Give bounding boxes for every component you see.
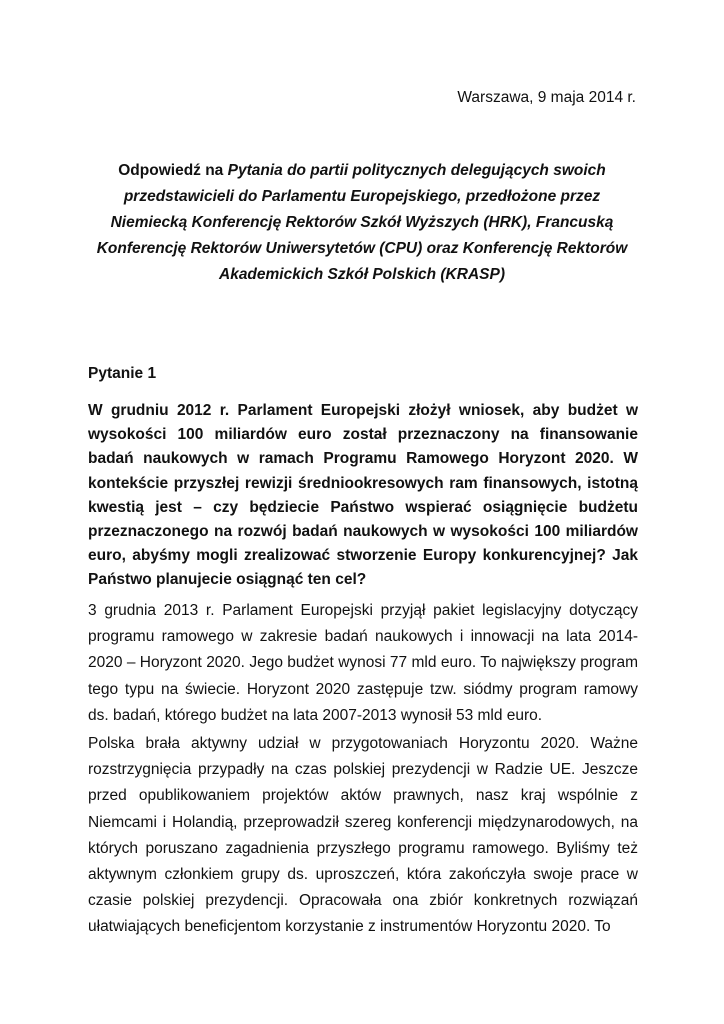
- title-italic: Pytania do partii politycznych delegujących swoich przedstawicieli do Parlamentu Europejskiego, przedłożone przez Niemiecką Konferencję Rektorów Szkół Wyższych (HRK), Francuską Konferencję Rektorów Uniwersytetów (CPU) oraz Konferencję Rektorów Akademickich Szkół Polskich (KRASP): [96, 162, 628, 283]
- title-prefix: Odpowiedź na: [118, 162, 228, 179]
- date-line: Warszawa, 9 maja 2014 r.: [457, 89, 636, 106]
- question-text: W grudniu 2012 r. Parlament Europejski złożył wniosek, aby budżet w wysokości 100 miliardów euro został przeznaczony na finansowanie badań naukowych w ramach Programu Ramowego Horyzont 2020. W kontekście przyszłej rewizji średniookresowych ram finansowych, istotną kwestią jest – czy będziecie Państwo wspierać osiągnięcie budżetu przeznaczonego na rozwój badań naukowych w wysokości 100 miliardów euro, abyśmy mogli zrealizować stworzenie Europy konkurencyjnej? Jak Państwo planujecie osiągnąć ten cel?: [88, 402, 638, 589]
- paragraph-1: 3 grudnia 2013 r. Parlament Europejski przyjął pakiet legislacyjny dotyczący programu ramowego w zakresie badań naukowych i innowacji na lata 2014-2020 – Horyzont 2020. Jego budżet wynosi 77 mld euro. To największy program tego typu na świecie. Horyzont 2020 zastępuje tzw. siódmy program ramowy ds. badań, którego budżet na lata 2007-2013 wynosił 53 mld euro.: [88, 602, 638, 724]
- document-title: [88, 158, 636, 288]
- question-label: Pytanie 1: [88, 365, 157, 382]
- paragraph-2: Polska brała aktywny udział w przygotowaniach Horyzontu 2020. Ważne rozstrzygnięcia przypadły na czas polskiej prezydencji w Radzie UE. Jeszcze przed opublikowaniem projektów aktów prawnych, nasz kraj wspólnie z Niemcami i Holandią, przeprowadził szereg konferencji międzynarodowych, na których poruszano zagadnienia przyszłego programu ramowego. Byliśmy też aktywnym członkiem grupy ds. uproszczeń, która zakończyła swoje prace w czasie polskiej prezydencji. Opracowała ona zbiór konkretnych rozwiązań ułatwiających beneficjentom korzystanie z instrumentów Horyzontu 2020. To: [88, 735, 638, 936]
